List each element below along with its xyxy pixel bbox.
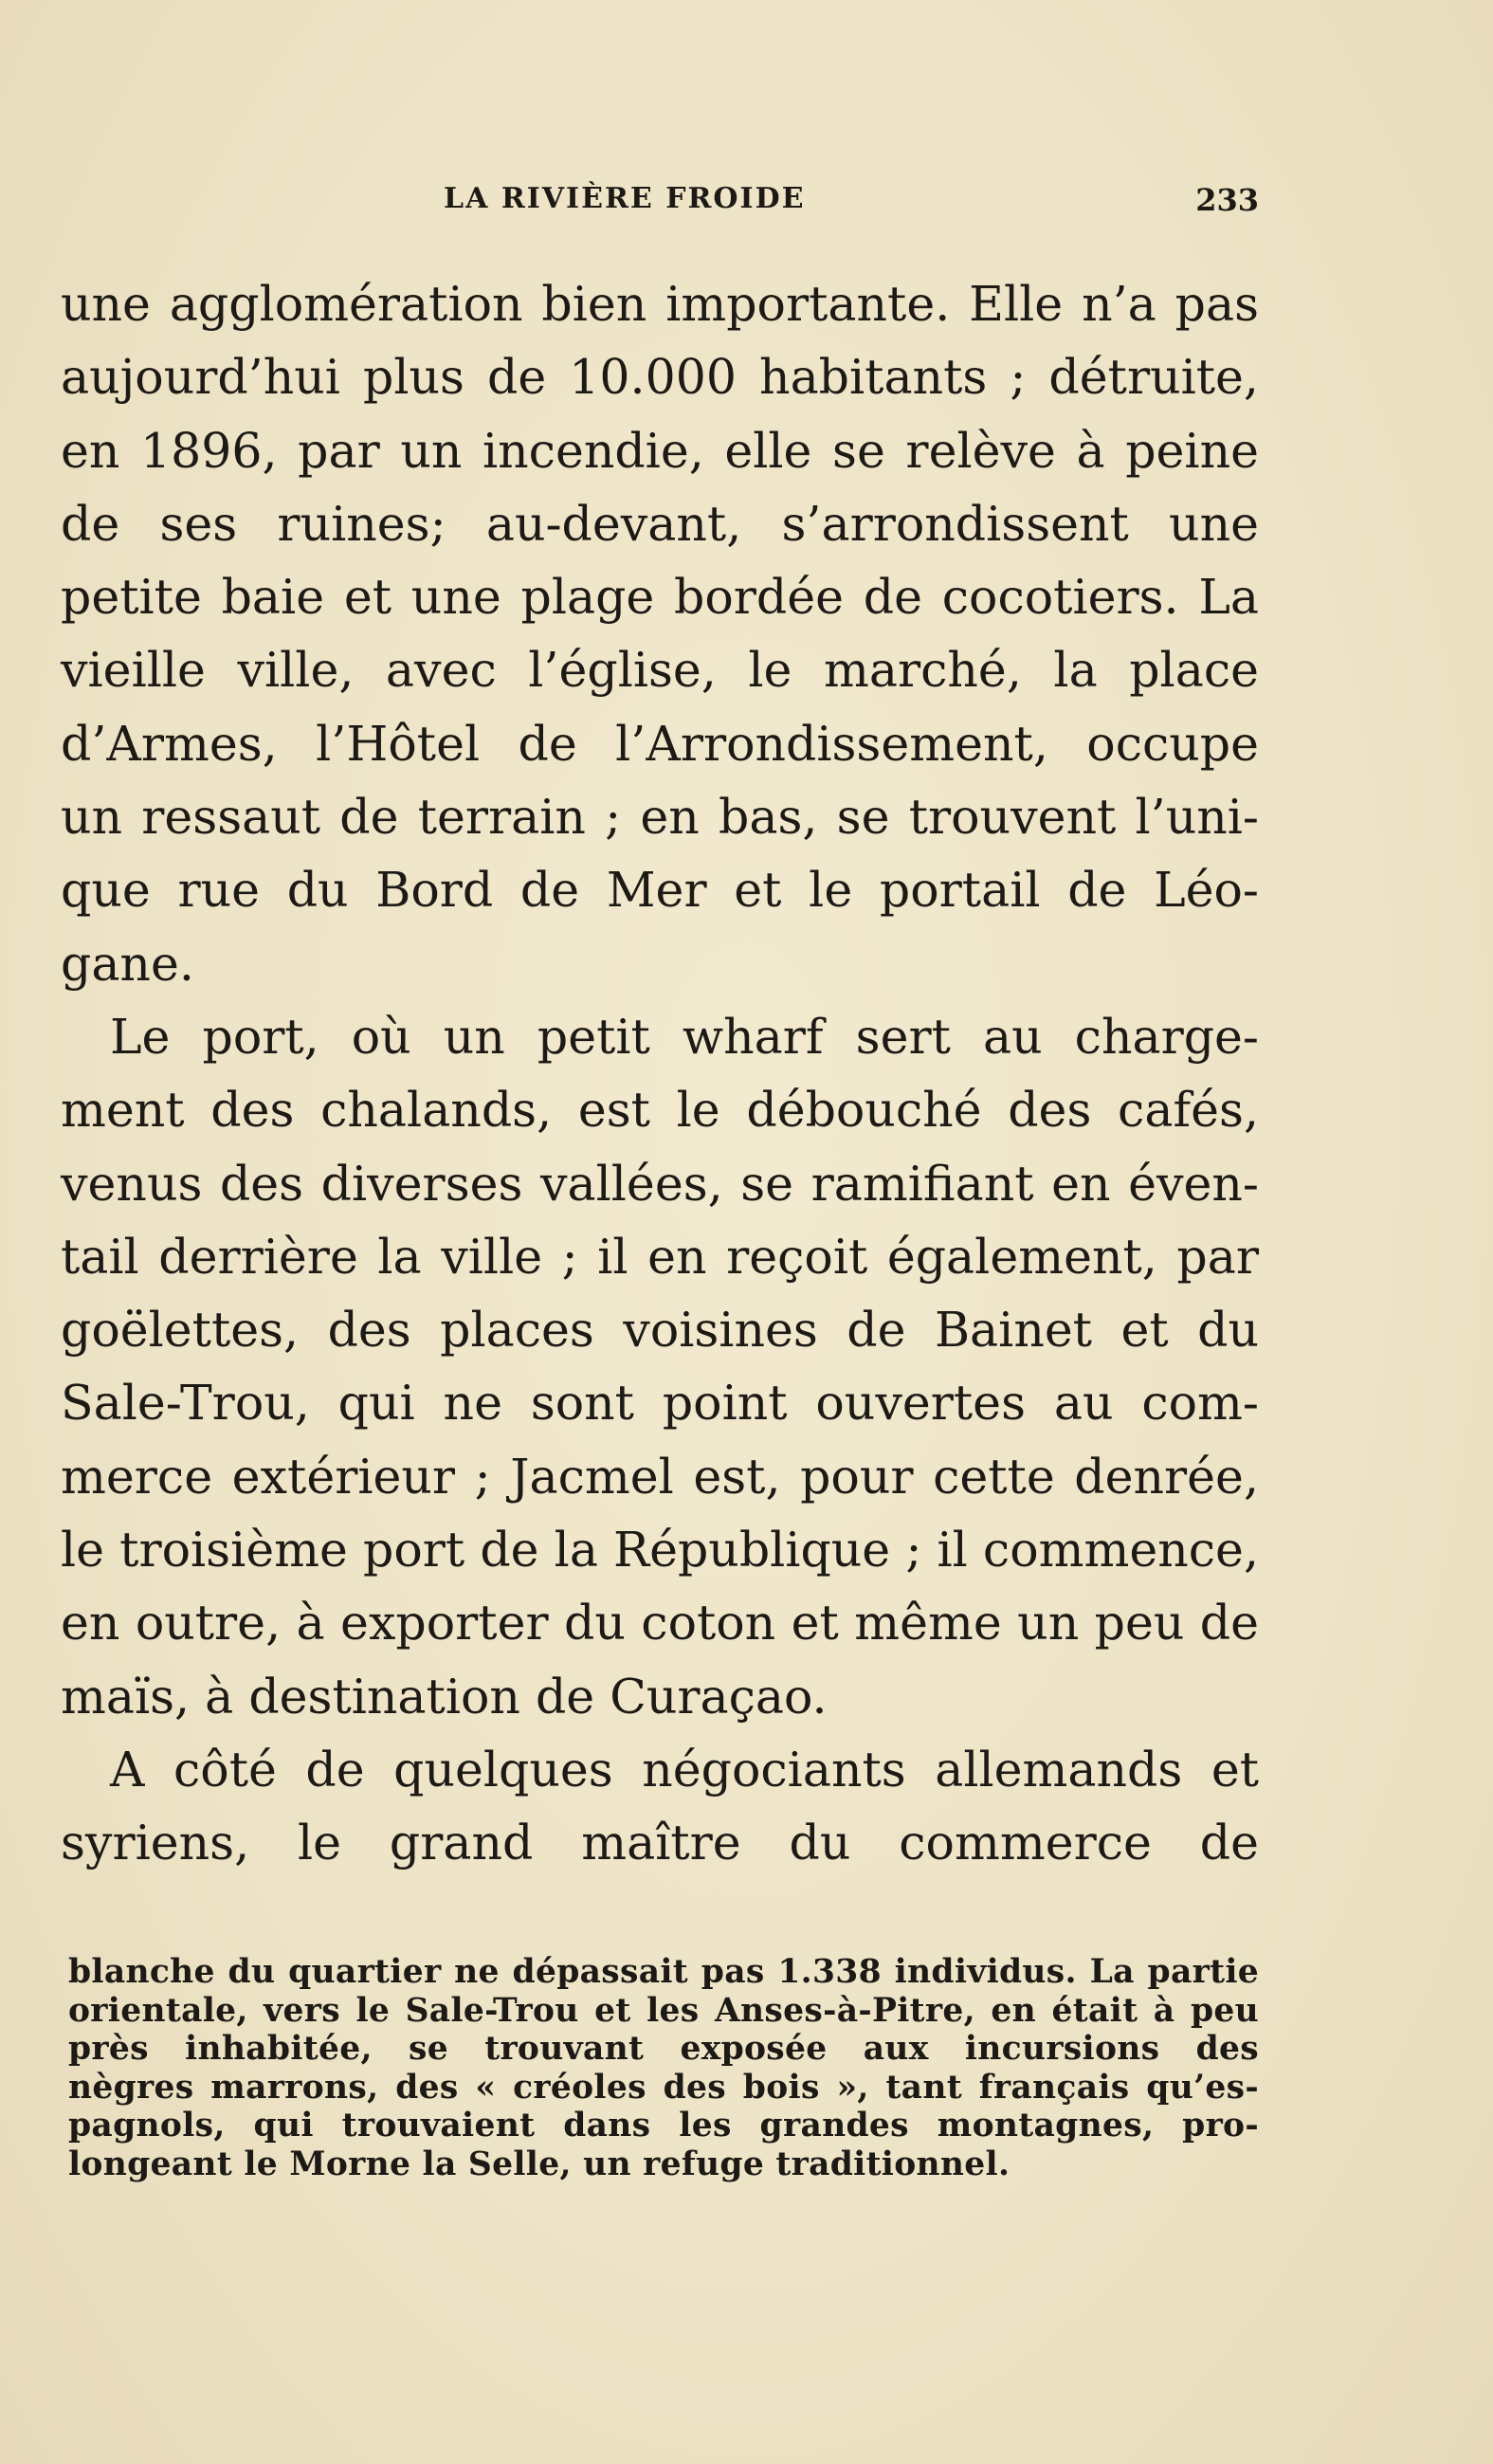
footnote-line: pagnols, qui trouvaient dans les grandes montagnes, pro- — [68, 2107, 1259, 2145]
text-line: que rue du Bord de Mer et le portail de Léo- — [61, 862, 1259, 919]
text-line: le troisième port de la République ; il commence, — [61, 1522, 1259, 1579]
text-line: tail derrière la ville ; il en reçoit également, par — [61, 1228, 1259, 1285]
text-line-paragraph-start: A côté de quelques négociants allemands et — [110, 1741, 1259, 1798]
footnote-line: orientale, vers le Sale-Trou et les Anses-à-Pitre, en était à peu — [68, 1991, 1259, 2030]
text-line: un ressaut de terrain ; en bas, se trouvent l’uni- — [61, 789, 1259, 846]
text-line: Sale-Trou, qui ne sont point ouvertes au com- — [61, 1375, 1259, 1432]
footnote — [68, 1953, 1259, 2183]
text-line: vieille ville, avec l’église, le marché, la place — [61, 642, 1259, 699]
page-header — [444, 182, 1259, 224]
running-title: LA RIVIÈRE FROIDE — [444, 182, 806, 215]
footnote-line: près inhabitée, se trouvant exposée aux incursions des — [68, 2030, 1259, 2068]
text-line: en 1896, par un incendie, elle se relève à peine — [61, 422, 1259, 479]
text-line: une agglomération bien importante. Elle n’a pas — [61, 276, 1259, 332]
body-text — [61, 267, 1259, 1880]
page-number: 233 — [1195, 182, 1259, 218]
text-line: merce extérieur ; Jacmel est, pour cette denrée, — [61, 1448, 1259, 1505]
text-line: goëlettes, des places voisines de Bainet et du — [61, 1302, 1259, 1359]
text-line: ment des chalands, est le débouché des cafés, — [61, 1082, 1259, 1139]
footnote-line: nègres marrons, des « créoles des bois », tant français qu’es- — [68, 2068, 1259, 2107]
footnote-line: blanche du quartier ne dépassait pas 1.338 individus. La partie — [68, 1953, 1259, 1991]
text-line: d’Armes, l’Hôtel de l’Arrondissement, occupe — [61, 715, 1259, 772]
text-line: maïs, à destination de Curaçao. — [61, 1668, 828, 1725]
text-line: aujourd’hui plus de 10.000 habitants ; détruite, — [61, 349, 1259, 406]
text-line: gane. — [61, 935, 194, 992]
text-line: petite baie et une plage bordée de cocotiers. La — [61, 569, 1259, 626]
text-line: venus des diverses vallées, se ramifiant en éven- — [61, 1155, 1259, 1212]
text-line: syriens, le grand maître du commerce de — [61, 1815, 1259, 1871]
text-line: de ses ruines; au-devant, s’arrondissent une — [61, 495, 1259, 552]
text-line: en outre, à exporter du coton et même un peu de — [61, 1595, 1259, 1652]
footnote-line: longeant le Morne la Selle, un refuge traditionnel. — [68, 2145, 1011, 2183]
text-line-paragraph-start: Le port, où un petit wharf sert au charge- — [110, 1008, 1259, 1065]
